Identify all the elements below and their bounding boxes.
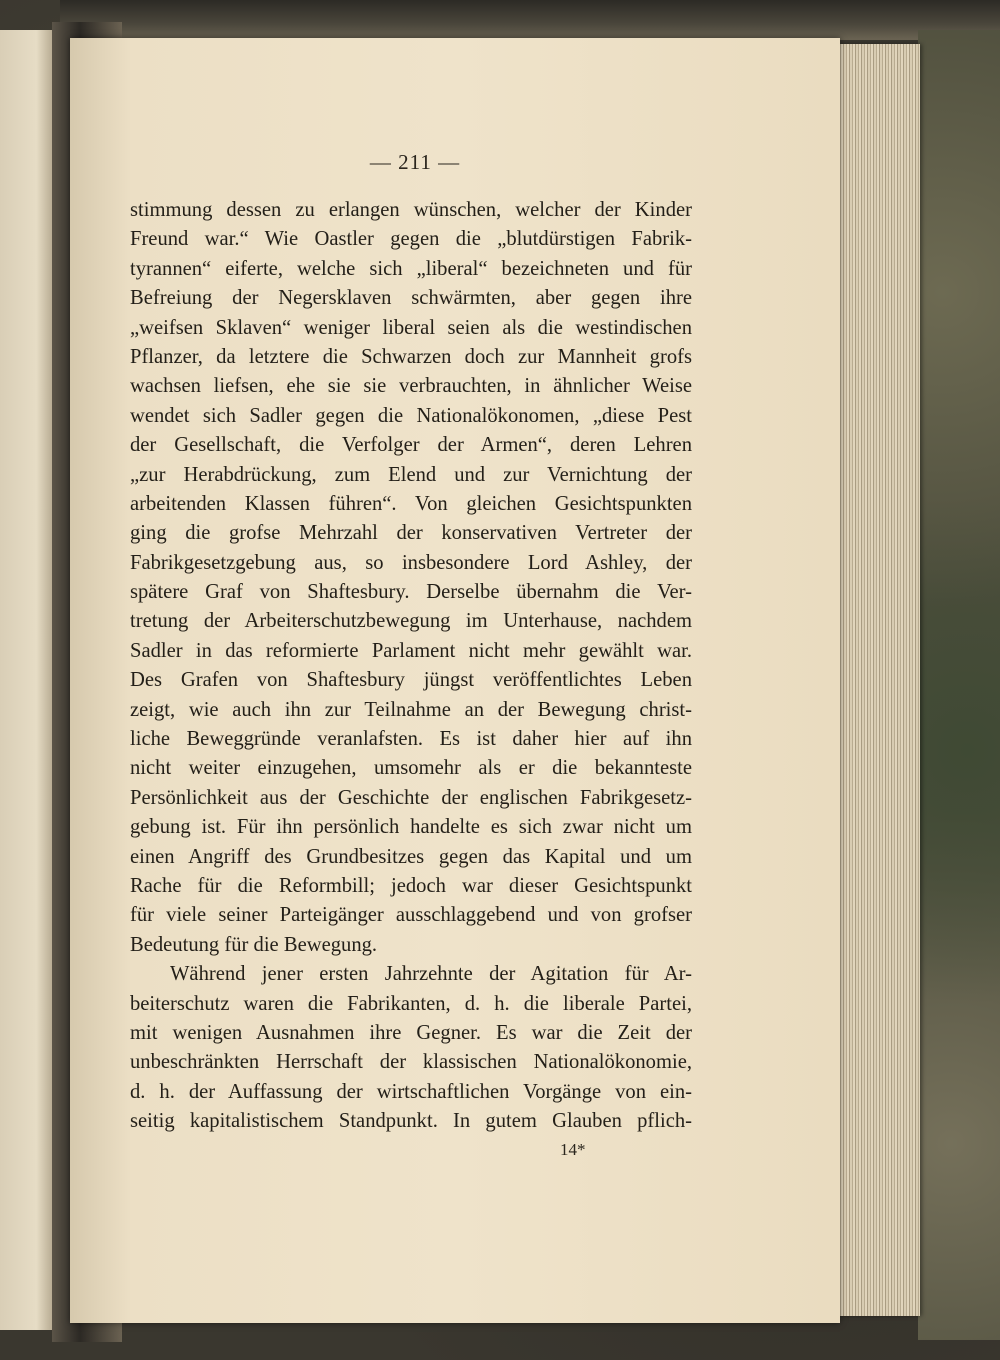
page-number-header: — 211 —: [369, 150, 461, 174]
book-cover-right: [918, 30, 1000, 1340]
text-line: zeigt, wie auch ihn zur Teilnahme an der Bewegung christ-: [130, 698, 692, 721]
text-line: liche Beweggründe veranlafsten. Es ist daher hier auf ihn: [130, 728, 692, 751]
text-line: mit wenigen Ausnahmen ihre Gegner. Es war die Zeit der: [130, 1021, 692, 1044]
text-line: unbeschränkten Herrschaft der klassischen Nationalökonomie,: [130, 1051, 692, 1074]
text-line: wendet sich Sadler gegen die Nationalökonomen, „diese Pest: [130, 404, 692, 427]
text-line: spätere Graf von Shaftesbury. Derselbe übernahm die Ver-: [130, 581, 692, 604]
text-line: gebung ist. Für ihn persönlich handelte es sich zwar nicht um: [130, 816, 692, 839]
text-line: d. h. der Auffassung der wirtschaftlichen Vorgänge von ein-: [130, 1080, 692, 1103]
text-line: beiterschutz waren die Fabrikanten, d. h. die liberale Partei,: [130, 992, 692, 1015]
text-line: seitig kapitalistischem Standpunkt. In gutem Glauben pflich-: [130, 1110, 692, 1133]
text-line: Rache für die Reformbill; jedoch war dieser Gesichtspunkt: [130, 874, 692, 897]
text-line: nicht weiter einzugehen, umsomehr als er die bekannteste: [130, 757, 692, 780]
text-line: „zur Herabdrückung, zum Elend und zur Vernichtung der: [130, 463, 692, 486]
text-line: Sadler in das reformierte Parlament nicht mehr gewählt war.: [130, 639, 692, 662]
text-line: arbeitenden Klassen führen“. Von gleichen Gesichtspunkten: [130, 492, 692, 515]
text-line: Persönlichkeit aus der Geschichte der englischen Fabrikgesetz-: [130, 786, 692, 809]
printer-signature-mark: 14*: [560, 1140, 586, 1159]
paragraph-start-line: Während jener ersten Jahrzehnte der Agitation für Ar-: [170, 963, 692, 986]
text-line: einen Angriff des Grundbesitzes gegen das Kapital und um: [130, 845, 692, 868]
text-line: für viele seiner Parteigänger ausschlaggebend und von grofser: [130, 904, 692, 927]
left-page-edge: [0, 30, 54, 1330]
text-line: stimmung dessen zu erlangen wünschen, welcher der Kinder: [130, 199, 692, 221]
text-line: Pflanzer, da letztere die Schwarzen doch zur Mannheit grofs: [130, 345, 692, 368]
page-stack-edges: [838, 44, 920, 1316]
text-line: wachsen liefsen, ehe sie sie verbrauchten, in ähnlicher Weise: [130, 375, 692, 398]
page-body-text: [130, 196, 692, 1137]
paragraph-end-line: Bedeutung für die Bewegung.: [130, 933, 378, 956]
text-line: Fabrikgesetzgebung aus, so insbesondere Lord Ashley, der: [130, 551, 692, 574]
text-line: „weifsen Sklaven“ weniger liberal seien als die westindischen: [130, 316, 692, 339]
text-line: tretung der Arbeiterschutzbewegung im Unterhause, nachdem: [130, 610, 692, 633]
text-line: Des Grafen von Shaftesbury jüngst veröffentlichtes Leben: [130, 669, 692, 692]
text-line: ging die grofse Mehrzahl der konservativen Vertreter der: [130, 522, 692, 545]
text-line: der Gesellschaft, die Verfolger der Armen“, deren Lehren: [130, 434, 692, 457]
text-line: Befreiung der Negersklaven schwärmten, aber gegen ihre: [130, 287, 692, 310]
text-line: tyrannen“ eiferte, welche sich „liberal“ bezeichneten und für: [130, 257, 692, 280]
text-line: Freund war.“ Wie Oastler gegen die „blutdürstigen Fabrik-: [130, 228, 692, 251]
book-cover-top: [60, 0, 1000, 40]
